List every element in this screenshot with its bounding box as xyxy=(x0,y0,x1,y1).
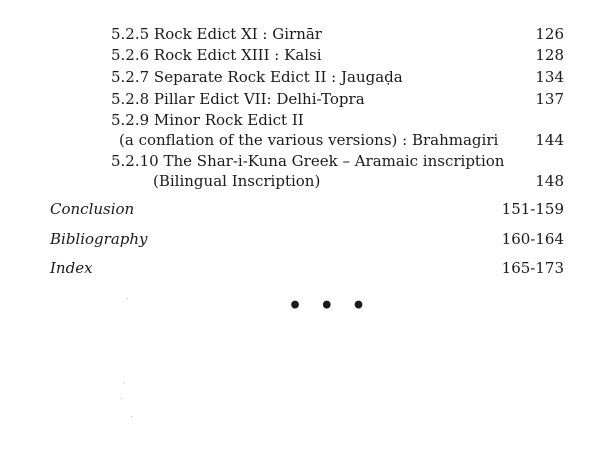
toc-entry-label: 5.2.5 Rock Edict XI : Girnār xyxy=(111,25,322,43)
paper-speck xyxy=(123,382,124,383)
toc-entry-label: Conclusion xyxy=(50,200,135,218)
toc-entry-page: 134 xyxy=(535,68,564,86)
toc-entry-label: Bibliography xyxy=(50,230,148,248)
toc-entry-page: 126 xyxy=(535,25,564,43)
toc-entry-label-continuation: (a conflation of the various versions) : Brahmagiri xyxy=(119,131,499,149)
toc-entry-label: 5.2.10 The Shar-i-Kuna Greek – Aramaic inscription xyxy=(111,152,505,170)
paper-speck xyxy=(127,298,128,299)
toc-entry-label: 5.2.8 Pillar Edict VII: Delhi-Topra xyxy=(111,90,365,108)
toc-entry-page: 151-159 xyxy=(501,200,564,218)
toc-entry-page: 148 xyxy=(535,172,564,190)
toc-entry-page: 160-164 xyxy=(501,230,564,248)
toc-entry-page: 128 xyxy=(535,46,564,64)
toc-entry-page: 165-173 xyxy=(501,259,564,277)
toc-entry-label: 5.2.6 Rock Edict XIII : Kalsi xyxy=(111,46,322,64)
toc-entry-page: 137 xyxy=(535,90,564,108)
toc-entry-label: 5.2.7 Separate Rock Edict II : Jaugaḍa xyxy=(111,68,403,86)
paper-speck xyxy=(121,398,122,399)
paper-speck xyxy=(131,416,132,417)
end-ornament: • • • xyxy=(288,293,371,319)
toc-entry-label: 5.2.9 Minor Rock Edict II xyxy=(111,111,304,129)
toc-entry-page: 144 xyxy=(535,131,564,149)
toc-entry-label: Index xyxy=(50,259,93,277)
toc-entry-label-continuation: (Bilingual Inscription) xyxy=(153,172,321,190)
